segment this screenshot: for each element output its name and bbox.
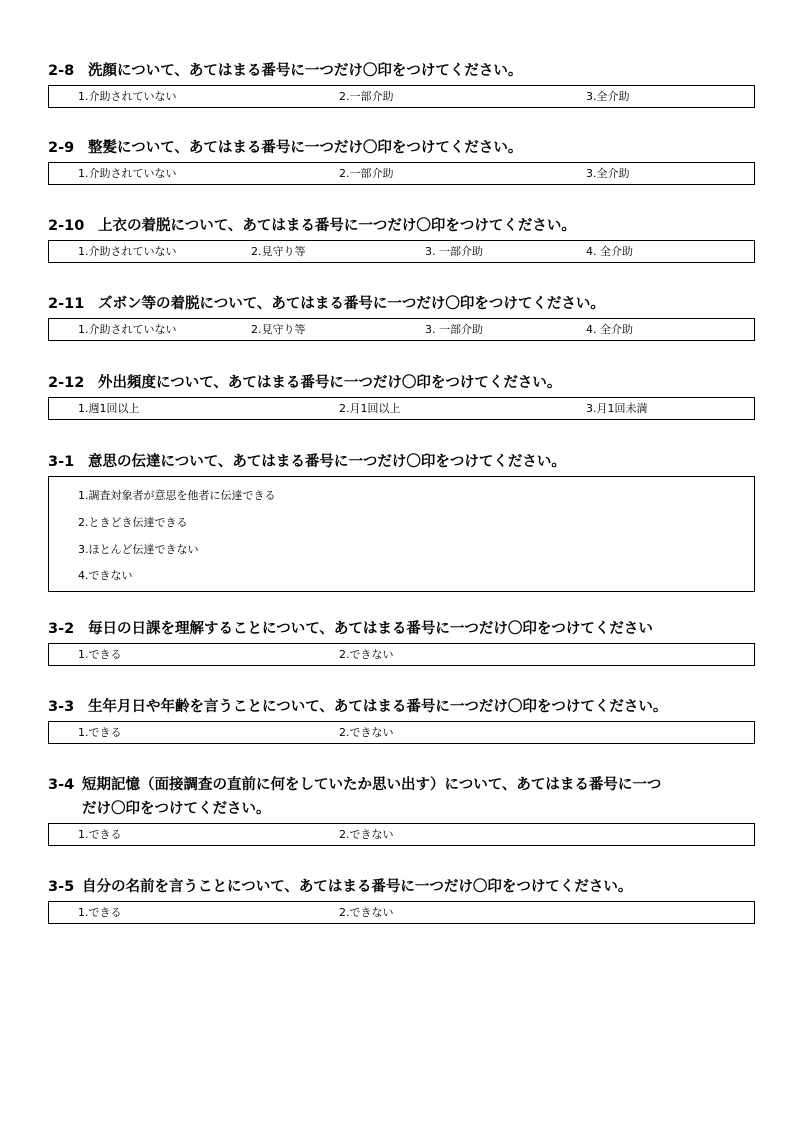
question-title <box>48 450 755 474</box>
question-title <box>48 59 755 83</box>
question-title <box>48 617 755 641</box>
option-2[interactable]: 2.一部介助 <box>339 90 394 103</box>
question-title <box>48 875 755 899</box>
question-text: 意思の伝達について、あてはまる番号に一つだけ〇印をつけてください。 <box>88 454 566 470</box>
question-title <box>48 292 755 316</box>
question-text: ズボン等の着脱について、あてはまる番号に一つだけ〇印をつけてください。 <box>98 296 605 312</box>
question-title <box>48 136 755 160</box>
answer-box <box>48 85 755 108</box>
option-2[interactable]: 2.一部介助 <box>339 167 394 180</box>
question-2-10 <box>48 214 755 263</box>
question-3-2 <box>48 617 755 666</box>
option-2[interactable]: 2.見守り等 <box>251 323 306 336</box>
question-number: 2-11 <box>48 296 85 312</box>
option-1[interactable]: 1.できる <box>78 726 122 739</box>
question-number: 3-1 <box>48 454 75 470</box>
question-2-11 <box>48 292 755 341</box>
question-number: 3-3 <box>48 699 75 715</box>
question-number: 2-10 <box>48 218 85 234</box>
question-text: 整髪について、あてはまる番号に一つだけ〇印をつけてください。 <box>88 140 523 156</box>
question-text: 生年月日や年齢を言うことについて、あてはまる番号に一つだけ〇印をつけてください。 <box>88 699 668 715</box>
question-text: 外出頻度について、あてはまる番号に一つだけ〇印をつけてください。 <box>98 375 562 391</box>
option-3[interactable]: 3.月1回未満 <box>586 402 648 415</box>
question-text: 短期記憶（面接調査の直前に何をしていたか思い出す）について、あてはまる番号に一つ <box>82 777 662 793</box>
option-1[interactable]: 1.介助されていない <box>78 245 177 258</box>
question-number: 3-4 <box>48 777 75 793</box>
option-3[interactable]: 3. 一部介助 <box>425 245 483 258</box>
option-2[interactable]: 2.月1回以上 <box>339 402 401 415</box>
question-3-3 <box>48 695 755 744</box>
option-3[interactable]: 3.ほとんど伝達できない <box>78 543 199 556</box>
question-text: 毎日の日課を理解することについて、あてはまる番号に一つだけ〇印をつけてください <box>88 621 653 637</box>
question-number: 2-9 <box>48 140 75 156</box>
option-4[interactable]: 4. 全介助 <box>586 323 633 336</box>
question-3-1 <box>48 450 755 592</box>
question-title <box>48 214 755 238</box>
question-number: 3-5 <box>48 879 75 895</box>
question-title <box>48 773 755 797</box>
option-2[interactable]: 2.見守り等 <box>251 245 306 258</box>
question-number: 3-2 <box>48 621 75 637</box>
question-text: 洗顔について、あてはまる番号に一つだけ〇印をつけてください。 <box>88 63 523 79</box>
option-3[interactable]: 3. 一部介助 <box>425 323 483 336</box>
answer-box <box>48 240 755 263</box>
question-number: 2-12 <box>48 375 85 391</box>
question-text-continued: だけ〇印をつけてください。 <box>82 801 271 817</box>
option-1[interactable]: 1.できる <box>78 648 122 661</box>
option-1[interactable]: 1.週1回以上 <box>78 402 140 415</box>
question-3-5 <box>48 875 755 924</box>
option-2[interactable]: 2.できない <box>339 726 394 739</box>
option-2[interactable]: 2.できない <box>339 828 394 841</box>
question-title <box>48 371 755 395</box>
question-text: 自分の名前を言うことについて、あてはまる番号に一つだけ〇印をつけてください。 <box>82 879 633 895</box>
option-1[interactable]: 1.介助されていない <box>78 167 177 180</box>
option-3[interactable]: 3.全介助 <box>586 90 630 103</box>
option-1[interactable]: 1.できる <box>78 906 122 919</box>
question-3-4 <box>48 773 755 846</box>
option-2[interactable]: 2.できない <box>339 906 394 919</box>
option-4[interactable]: 4. 全介助 <box>586 245 633 258</box>
option-1[interactable]: 1.調査対象者が意思を他者に伝達できる <box>78 489 276 502</box>
answer-box <box>48 901 755 924</box>
answer-box <box>48 318 755 341</box>
option-2[interactable]: 2.できない <box>339 648 394 661</box>
answer-box <box>48 162 755 185</box>
question-2-12 <box>48 371 755 420</box>
question-number: 2-8 <box>48 63 75 79</box>
answer-box <box>48 721 755 744</box>
answer-box <box>48 476 755 592</box>
option-4[interactable]: 4.できない <box>78 569 133 582</box>
question-title <box>48 695 755 719</box>
answer-box <box>48 397 755 420</box>
question-2-8 <box>48 59 755 108</box>
option-1[interactable]: 1.介助されていない <box>78 323 177 336</box>
question-2-9 <box>48 136 755 185</box>
answer-box <box>48 643 755 666</box>
option-2[interactable]: 2.ときどき伝達できる <box>78 516 188 529</box>
option-3[interactable]: 3.全介助 <box>586 167 630 180</box>
question-text: 上衣の着脱について、あてはまる番号に一つだけ〇印をつけてください。 <box>98 218 576 234</box>
answer-box <box>48 823 755 846</box>
option-1[interactable]: 1.できる <box>78 828 122 841</box>
option-1[interactable]: 1.介助されていない <box>78 90 177 103</box>
